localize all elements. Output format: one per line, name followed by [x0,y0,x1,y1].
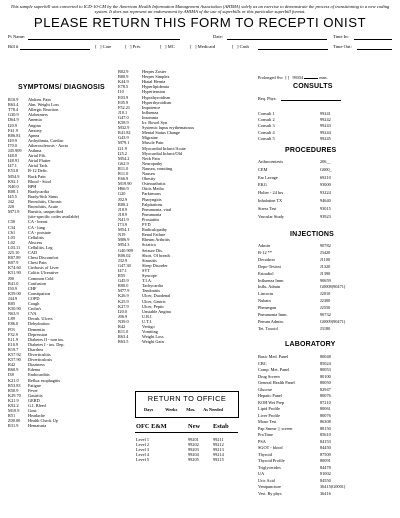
ofc-estab-heading: Estab [213,423,229,430]
diagnosis-row[interactable]: E66.9 Obesity [118,176,156,182]
diagnosis-row[interactable]: I45.5 Brady/Sick Sinus [8,193,58,199]
diagnosis-row[interactable]: M71.9 Bursitis, unspecified [8,209,64,215]
laboratory-row[interactable]: Uric Acid 84550 [258,477,331,483]
ofc-row[interactable]: Level 5 99205 99215 [136,457,224,463]
procedures-row[interactable]: CEM G000_ [258,166,332,172]
laboratory-row[interactable]: Thyroid Profile 80091 [258,458,331,463]
diagnosis-row[interactable]: N39.0 U.T.I. [118,318,153,324]
injections-row[interactable]: Decadron J1100 [258,256,331,262]
diagnosis-row[interactable]: R41.0 Confusion [8,280,46,286]
procedures-row[interactable]: Holter - 24 hrs 93224 [258,190,331,196]
diagnosis-row[interactable]: R19.7 Diarrhea [8,346,44,352]
diagnosis-row[interactable]: M32.9 Systemic lupus erythematosus [118,125,195,131]
diagnosis-row[interactable]: R06.81 Apnea [8,132,40,138]
diagnosis-row[interactable]: L02 Abscess [8,239,43,245]
diagnosis-row[interactable]: K21.0 Reflux esophagitis [8,377,61,383]
ofc-new-heading: New [188,423,201,430]
diagnosis-row[interactable]: R06.02 Short. Of breath [118,252,170,258]
diagnosis-row[interactable]: K50.90 Crohn's [8,306,42,312]
injections-row[interactable]: Phenergan J2550 [258,305,331,311]
diagnosis-row[interactable]: N41.9 Prostatitis [118,216,160,222]
laboratory-row[interactable]: Glucose 82947 [258,386,331,392]
bill-label: Bill # [8,44,19,49]
pt-name-label: Pt Name: [8,34,26,39]
req-phys-label: Req. Phys: [258,96,277,101]
diagnosis-row[interactable]: M77.9 Tendonitis [118,288,161,294]
time-out-label: Time Out: [333,44,352,49]
return-to-office-options [144,407,223,412]
injections-row[interactable]: Admin 90782 [258,243,331,248]
procedures-row[interactable]: Vascular Study 93923 [258,213,331,219]
diagnosis-row[interactable]: G47.0 Insomnia [118,114,158,120]
diagnosis-row[interactable]: R51 Headache [8,413,45,419]
procedures-row[interactable]: Stress Test 93015 [258,205,331,211]
ofc-row[interactable]: Level 1 99201 99211 [136,437,224,442]
diagnosis-row[interactable]: R00.2 Palpitations [118,201,163,207]
diagnosis-row[interactable]: G62.9 Neuropathy [118,160,163,166]
laboratory-row[interactable]: Comp. Met. Panel 80053 [258,367,331,372]
weeks-option[interactable]: Weeks [165,407,178,412]
date-field[interactable] [227,39,327,40]
laboratory-row[interactable]: Mono Test 86308 [258,419,331,424]
diagnosis-row[interactable]: K59.00 Constipation [8,290,50,296]
diagnosis-row[interactable]: M06.9 Rheum Arthritis [118,237,170,243]
diagnosis-row[interactable]: M54.1 Radiculopathy [118,227,168,233]
diagnosis-row[interactable]: I20.9 Angina [8,122,41,128]
diagnosis-row[interactable]: N19 Renal Failure [118,232,166,238]
as-needed-option[interactable]: As Needed [203,407,223,412]
diagnosis-row[interactable]: I73.9 PVD [118,222,151,227]
diagnosis-row[interactable]: K29.70 Gastritis [8,392,43,398]
procedures-row[interactable]: Inhalation TX 94640 [258,198,331,203]
ofc-em-heading: OFC E&M [136,423,167,430]
diagnosis-row[interactable]: G40.909 Seizure Dis. [118,247,164,253]
diagnosis-row[interactable]: R00.1 Bradycardia [8,188,49,194]
consults-row[interactable]: Consult 1 99241 [258,111,331,116]
diagnosis-row[interactable]: I38 Endocarditis [8,372,50,378]
diagnosis-row[interactable]: N40.0 BPH [8,183,37,189]
diagnosis-row[interactable]: I49.9 Arrhythmia, Cardiac [8,137,64,143]
ofc-row[interactable]: Level 2 99202 99212 [136,442,224,448]
consults-row[interactable]: Consult 2 99242 [258,117,331,123]
diagnosis-row[interactable]: J20 Bronchitis, Acute [8,204,59,210]
other-field[interactable] [258,49,328,50]
diagnosis-row[interactable]: R41.82 Mental Status Change [118,130,180,136]
laboratory-row[interactable]: Lipid Profile 80061 [258,406,331,411]
diagnosis-row[interactable]: E78.5 Hyperlipidemia [118,84,169,90]
date-label: Date: [213,34,223,39]
diagnosis-row[interactable]: C34 CA - lung [8,224,45,230]
diagnosis-row[interactable]: J45.909 Asthma [8,148,42,153]
time-out-field[interactable] [357,49,392,50]
diagnosis-row[interactable]: E53.8 B-12 Defic. [8,168,49,174]
laboratory-row[interactable]: UA 81002 [258,471,331,476]
diagnosis-row[interactable]: R63.5 Weight Gain [118,339,164,345]
diagnosis-row[interactable]: (site-specific codes available) [28,214,80,220]
diagnosis-row[interactable]: J10.1 Influenza [118,109,159,115]
laboratory-row[interactable]: KOH Wet Prep 87210 [258,399,331,405]
diagnosis-row[interactable]: I10 Hypertension [118,89,166,95]
symptoms-heading: SYMPTOMS/ DIAGNOSIS [18,84,105,91]
diagnosis-row[interactable]: G30.9 Alzheimers [8,112,48,118]
diagnosis-row[interactable]: R00.0 Tachycardia [118,283,163,289]
conversion-notice: This sample superbill was converted to ICD-10-CM by the American Health Information Management Association (AHIMA) solely as an exercise to demonstrate the process of transitioning to a new coding system. It does not represent an endorsement by AHIMA of the use of superbills or this particular superbill format. [10,4,390,15]
consults-heading: CONSULTS [293,83,333,90]
diagnosis-row[interactable]: T78.4 Allergic Reaction [8,107,59,113]
diagnosis-row[interactable]: G47.30 Sleep Disorder [118,262,168,268]
laboratory-row[interactable]: General Health Panel 80050 [258,380,331,385]
diagnosis-row[interactable]: Z00.00 Health Check Up [8,418,58,424]
diagnosis-row[interactable]: R07.9 Chest Pain [8,260,47,266]
diagnosis-row[interactable]: L03.11 Cellulitis, Leg [8,244,53,250]
procedures-row[interactable]: EKG 93000 [258,182,331,188]
laboratory-heading: LABORATORY [285,341,336,348]
diagnosis-row[interactable]: M79.1 Muscle Pain [118,140,164,146]
injections-row[interactable]: Tet. Toxoid J3180 [258,325,331,331]
injections-row[interactable]: Estradiol J1390 [258,270,331,276]
consults-row[interactable]: Consult 3 99243 [258,123,331,129]
laboratory-row[interactable]: SGOT - blood 84450 [258,445,331,450]
time-in-field[interactable] [354,39,392,40]
pt-name-field[interactable] [28,39,180,40]
diagnosis-row[interactable]: I21.9 Myocardial Infarct/Acute [118,145,186,151]
injections-row[interactable]: B-12 ** J3420 [258,249,331,255]
diagnosis-row[interactable]: K92.2 G.I. Bleed [8,403,46,408]
diagnosis-row[interactable]: K57.90 Diverticulosis [8,357,53,363]
diagnosis-row[interactable]: J02.9 Pharyngitis [118,196,162,202]
diagnosis-row[interactable]: K26.9 Ulcer, Duodenal [118,293,171,299]
cash-checkbox[interactable]: [ ] Cash [232,44,249,49]
laboratory-row[interactable]: ProTime 85610 [258,432,331,437]
diagnosis-row[interactable]: C61 CA - prostate [8,229,51,235]
diagnosis-row[interactable]: R55 Syncope [118,273,157,278]
consults-row[interactable]: Consult 5 99245 [258,135,331,141]
diagnosis-row[interactable]: I25.2 Myocardial Infarct/Old [118,150,182,156]
diagnosis-row[interactable]: J18.9 Pneumonia [118,211,162,217]
ofc-row[interactable]: Level 4 99204 99214 [136,452,224,458]
ofc-row[interactable]: Level 3 99203 99213 [136,447,224,453]
diagnosis-row[interactable]: G20 Parkinsons [118,191,161,197]
diagnosis-row[interactable]: J44.9 COPD [8,295,40,301]
diagnosis-row[interactable]: K44.9 Hiatal Hernia [118,79,166,85]
diagnosis-row[interactable]: M54.2 Neck Pain [118,155,160,161]
mc-checkbox[interactable]: [ ] MC [160,44,175,49]
diagnosis-row[interactable]: R10.9 Abdom. Pain [8,97,51,102]
diagnosis-row[interactable]: R50.9 Fever [8,387,38,393]
page-title: PLEASE RETURN THIS FORM TO RECEPTI ONIST [33,15,367,30]
laboratory-row[interactable]: Liver Profile 80076 [258,412,331,418]
diagnosis-row[interactable]: J25.10 CAD [8,250,38,255]
laboratory-row[interactable]: Vest. Ry phys 36416 [258,490,331,496]
diagnosis-row[interactable]: E03.9 Hypothyroidism [118,94,171,100]
diagnosis-row[interactable]: I70.0 Atherosclerosis - Aorta [8,142,68,148]
diagnosis-row[interactable]: N63.9 CVA [8,311,37,317]
medicaid-checkbox[interactable]: [ ] Medicaid [190,44,216,49]
diagnosis-row[interactable]: K51.90 Colitis Ulcerative [8,270,59,276]
diagnosis-row[interactable]: M10.9 Gout [8,408,37,414]
return-to-office-title: RETURN TO OFFICE [147,394,227,403]
laboratory-row[interactable]: Thyroid 87500 [258,451,331,457]
diagnosis-row[interactable]: I47.1 Atrial Tach. [8,163,49,169]
diagnosis-row[interactable]: L03 Cellulitis [8,234,44,240]
diagnosis-row[interactable]: R53.83 Fatigue [8,382,41,388]
diagnosis-row[interactable]: G45.9 T.I.A. [118,278,153,284]
injections-row[interactable]: Influ. Admin G0008(90471) [258,284,346,290]
bill-field[interactable] [20,49,90,50]
injections-row[interactable]: Influenza Imm 90659 [258,277,331,283]
diagnosis-row[interactable]: R05 Cough [8,301,40,306]
diagnosis-row[interactable]: B02.9 Herpes Zoster [118,69,167,74]
laboratory-row[interactable]: Hepatic Panel 80076 [258,393,331,398]
laboratory-row[interactable]: Pap Smear | | screen 88150 [258,425,331,431]
diagnosis-row[interactable]: F52.21 Impotence [118,104,161,110]
diagnosis-row[interactable]: L89 Decub. Ulcers [8,316,53,322]
req-phys-field[interactable] [281,100,341,101]
return-to-office-box [135,391,239,418]
diagnosis-row[interactable]: R42 Vertigo [118,324,155,329]
priv-checkbox[interactable]: [ ] Priv. [125,44,142,49]
diagnosis-row[interactable]: R63.4 Abn. Weight Loss [8,102,59,108]
care-checkbox[interactable]: [ ] Care [95,44,112,49]
diagnosis-row[interactable]: R11.0 Vomiting [118,329,158,335]
diagnosis-row[interactable]: J06.9 U.R.I. [118,313,153,319]
laboratory-row[interactable]: Basic Med. Panel 80048 [258,354,331,359]
diagnosis-row[interactable]: R60.9 Edema [8,367,40,373]
diagnosis-row[interactable]: I48.91 Atrial Flutter [8,158,51,164]
diagnosis-row[interactable]: D64.9 Anemia [8,117,42,123]
laboratory-row[interactable]: PSA 84153 [258,438,331,444]
diagnosis-row[interactable]: E05.9 Hyperthyroidism [118,99,172,105]
prolonged-svc: Prolonged Svc [ ] 99354 mns. [258,75,328,80]
procedures-row[interactable]: Ear Lavage 69210 [258,174,331,180]
laboratory-row[interactable]: Drug Screen 80100 [258,373,331,379]
diagnosis-row[interactable]: K57.92 Diverticulitis [8,352,51,357]
diagnosis-row[interactable]: R42 Dizziness [8,362,45,368]
diagnosis-row[interactable]: E10.9 Diabetes I - ins. Dep. [8,341,65,347]
diagnosis-row[interactable]: F32.9 Depression [8,331,48,337]
injections-row[interactable]: Pneum Admin. G0009(90471) [258,318,346,324]
diagnosis-row[interactable]: K25.9 Ulcer, Gastric [118,298,166,304]
diagnosis-row[interactable]: R07.89 Chest Discomfort [8,255,59,261]
diagnosis-row[interactable]: M54.9 Back Pain [8,173,46,179]
diagnosis-row[interactable]: I20.0 Unstable Angina [118,308,171,314]
diagnosis-row[interactable]: G43.9 Migraine [118,135,158,141]
diagnosis-row[interactable]: R63.4 Weight Loss [118,334,164,340]
diagnosis-row[interactable]: B00.9 Herpes Simplex [118,74,170,80]
diagnosis-row[interactable]: J32.9 Sinusitis [118,257,157,263]
injections-row[interactable]: Lincocin J2010 [258,291,331,297]
laboratory-row[interactable]: CBC 85024 [258,360,331,366]
diagnosis-row[interactable]: R31.9 Hematuria [8,423,47,429]
diagnosis-row[interactable]: K21.9 GERD [8,397,40,403]
diagnosis-row[interactable]: C50 CA - breast [8,219,48,225]
diagnosis-row[interactable]: K74.60 Cirrhosis of Liver [8,265,59,271]
injections-row[interactable]: Nubain J2300 [258,298,331,304]
diagnosis-row[interactable]: K27.9 Ulcer, Peptic [118,303,165,309]
diagnosis-row[interactable]: J18.9 Pneumonia, viral [118,206,172,212]
diagnosis-row[interactable]: F41.9 Anxiety [8,127,42,133]
diagnosis-row[interactable]: R11.0 Nausea [118,171,155,176]
laboratory-row[interactable]: Triglycerides 84478 [258,464,331,470]
procedures-heading: PROCEDURES [285,147,337,154]
diagnosis-row[interactable]: M19.90 Osteoarthritis [118,181,166,187]
consults-row[interactable]: Consult 4 99244 [258,129,331,135]
diagnosis-row[interactable]: J42 Bronchitis, Chronic [8,199,62,204]
diagnosis-row[interactable]: I48.0 Atrial Fib. [8,153,46,159]
procedures-row[interactable]: Arthrocentesis 206__ [258,159,331,164]
diagnosis-row[interactable]: I47.1 SVT [118,267,151,273]
diagnosis-row[interactable]: F03 Dementia [8,326,45,332]
diagnosis-row[interactable]: I50.9 CHF [8,285,37,291]
mos-option[interactable]: Mos. [186,407,196,412]
diagnosis-row[interactable]: E86.0 Dehydration [8,321,50,327]
days-option[interactable]: Days [144,407,154,412]
diagnosis-row[interactable]: K58.9 Irr. Bowel Syn [118,120,168,125]
injections-heading: INJECTIONS [290,231,335,238]
diagnosis-row[interactable]: H66.9 Otitis Media [118,186,164,192]
time-in-label: Time In: [333,34,349,39]
diagnosis-row[interactable]: R11.0 Nausea, vomiting [118,165,173,171]
diagnosis-row[interactable]: M54.3 Sciatica [118,242,156,248]
injections-row[interactable]: Pneumonia Imm. 90732 [258,312,331,317]
diagnosis-row[interactable]: K92.1 Blood - Stool [8,178,52,184]
diagnosis-row[interactable]: J00 Common Cold [8,275,54,281]
injections-row[interactable]: Depo-Testost J1320 [258,263,331,269]
laboratory-row[interactable]: Venipuncture 36415(G0001) [258,484,346,489]
diagnosis-row[interactable]: E11.9 Diabetes II - non ins. [8,336,65,342]
ofc-divider [135,432,238,433]
